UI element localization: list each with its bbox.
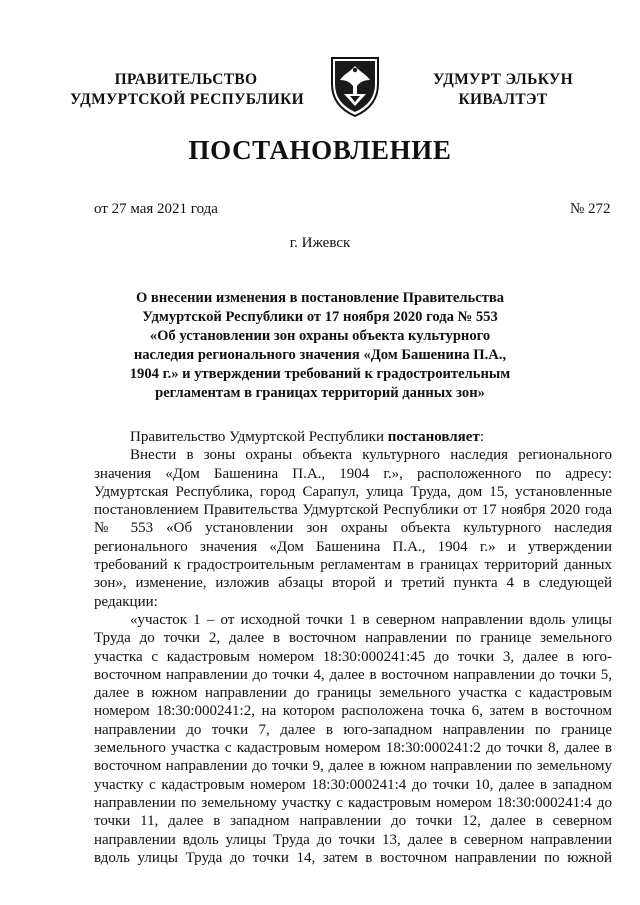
body-line: направлении вдоль улицы Труда до точки 13, далее в северном направлении xyxy=(94,831,612,848)
body-line: Внести в зоны охраны объекта культурного наследия регионального xyxy=(130,447,612,464)
body-line: зон», изменение, изложив абзацы второй и третий пункта 4 в следующей xyxy=(94,575,612,592)
header-right-line: УДМУРТ ЭЛЬКУН xyxy=(433,71,573,88)
body-line: «участок 1 – от исходной точки 1 в северном направлении вдоль улицы xyxy=(130,611,612,628)
subject-line: «Об установлении зон охраны объекта культурного xyxy=(149,328,491,344)
body-line: участку с кадастровым номером 18:30:000241:4 до точки 10, далее в западном xyxy=(94,776,612,793)
document-subject xyxy=(110,289,530,403)
body-line: Труда до точки 2, далее в восточном направлении по границе земельного xyxy=(94,630,612,647)
body-line: регионального значения «Дом Башенина П.А., 1904 г.» и утверждении xyxy=(94,538,612,555)
subject-line: О внесении изменения в постановление Правительства xyxy=(135,290,505,306)
document-number: № 272 xyxy=(570,201,611,217)
header-left-line: УДМУРТСКОЙ РЕСПУБЛИКИ xyxy=(70,91,305,108)
body-line: постановлением Правительства Удмуртской Республики от 17 ноября 2020 года xyxy=(94,502,612,519)
body-line: номером 18:30:000241:2, на котором расположена точка 6, затем в восточном xyxy=(94,703,612,720)
subject-line: наследия регионального значения «Дом Башенина П.А., xyxy=(133,347,507,363)
body-line: точки 11, далее в западном направлении до точки 12, далее в северном xyxy=(94,813,612,830)
body-line: вдоль улицы Труда до точки 14, затем в восточном направлении по южной xyxy=(94,849,612,866)
header-right xyxy=(408,70,598,110)
intro-colon: : xyxy=(479,429,484,445)
document-date: от 27 мая 2021 года xyxy=(94,201,218,217)
body-line: № 553 «Об установлении зон охраны объекта культурного наследия xyxy=(94,520,612,537)
body-line: направлении до точки 7, далее в юго-западном направлении по границе xyxy=(94,721,612,738)
document-title: ПОСТАНОВЛЕНИЕ xyxy=(188,135,452,165)
udmurt-coat-of-arms-icon xyxy=(326,54,384,118)
body-line: восточном направлении до точки 4, далее в восточном направлении до точки 5, xyxy=(94,666,612,683)
body-line: участка с кадастровым номером 18:30:000241:45 до точки 3, далее в юго- xyxy=(94,648,612,665)
intro-text: Правительство Удмуртской Республики xyxy=(130,429,388,445)
body-line: восточном направлении до точки 9, далее в южном направлении по земельному xyxy=(94,758,612,775)
body-line: Удмуртская Республика, город Сарапул, улица Труда, дом 15, установленные xyxy=(94,483,612,500)
subject-line: 1904 г.» и утверждении требований к градостроительным xyxy=(129,366,511,382)
intro-paragraph xyxy=(94,428,612,446)
body-line: земельного участка с кадастровым номером 18:30:000241:2 до точки 8, далее в xyxy=(94,740,612,757)
body-line: далее в южном направлении до границы земельного участка с кадастровым xyxy=(94,685,612,702)
body-line: направлении по земельному участку с кадастровым номером 18:30:000241:4 до xyxy=(94,794,612,811)
subject-line: Удмуртской Республики от 17 ноября 2020 года № 553 xyxy=(142,309,498,325)
body-line: редакции: xyxy=(94,593,158,610)
document-body xyxy=(94,428,612,867)
body-line: требований к градостроительным регламентам в границах территорий данных xyxy=(94,557,612,574)
header-left-line: ПРАВИТЕЛЬСТВО xyxy=(114,71,258,88)
header-left xyxy=(70,70,305,110)
subject-line: регламентам в границах территорий данных зон» xyxy=(155,385,485,401)
header-right-line: КИВАЛТЭТ xyxy=(458,91,548,108)
intro-verb: постановляет xyxy=(387,429,480,445)
body-line: значения «Дом Башенина П.А., 1904 г.», расположенного по адресу: xyxy=(94,465,612,482)
document-city: г. Ижевск xyxy=(289,235,351,251)
